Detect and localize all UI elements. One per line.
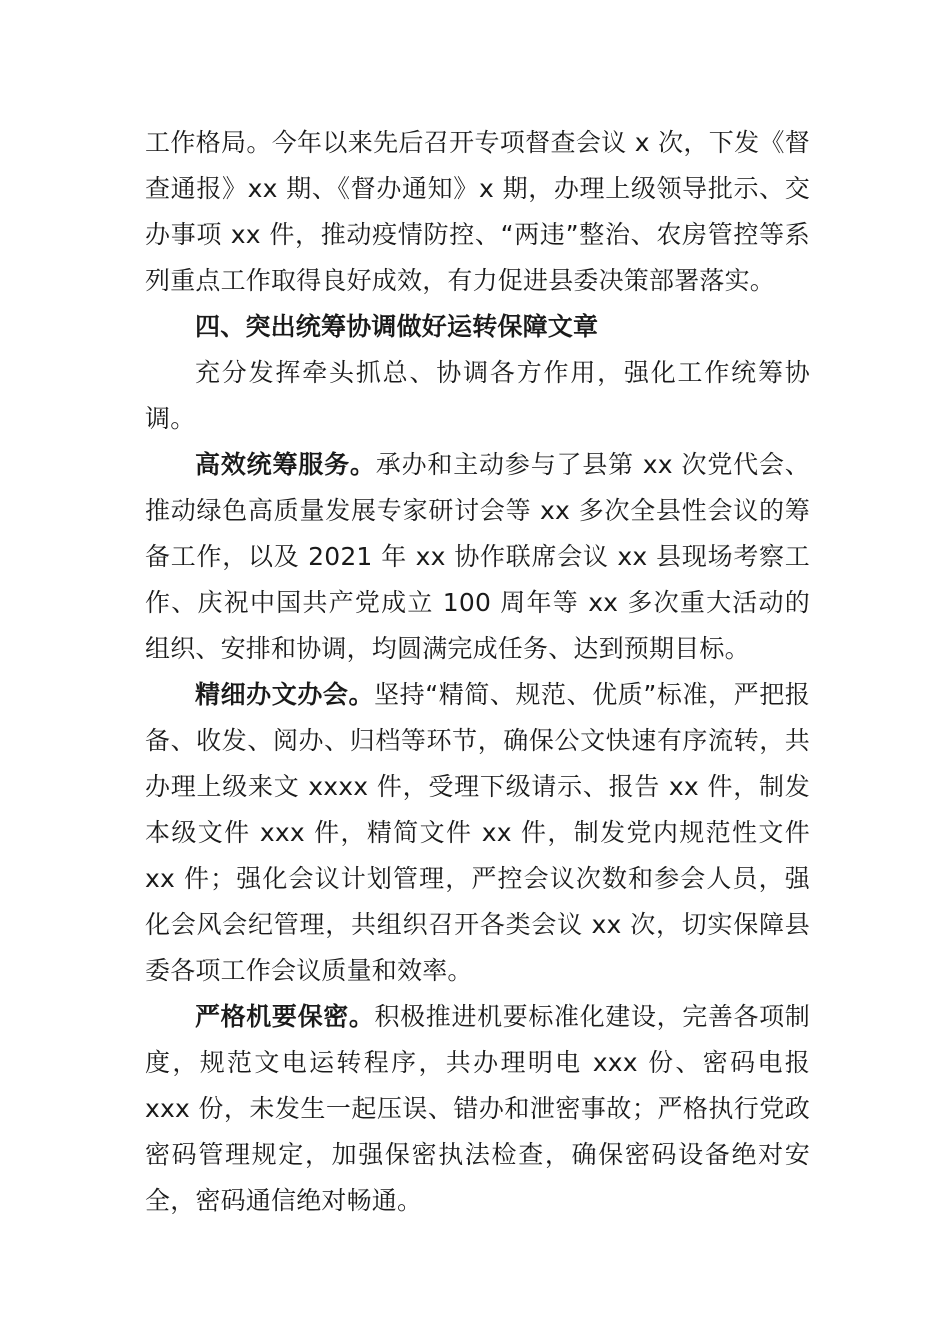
paragraph-text: 充分发挥牵头抓总、协调各方作用，强化工作统筹协调。 [145,358,810,433]
paragraph-lead: 高效统筹服务。 [195,450,376,479]
paragraph-lead: 严格机要保密。 [195,1002,375,1031]
paragraph-text: 工作格局。今年以来先后召开专项督查会议 x 次，下发《督查通报》xx 期、《督办通知》x 期，办理上级领导批示、交办事项 xx 件，推动疫情防控、“两违”整治、农房管控等系列重点工作取得良好成效，有力促进县委决策部署落实。 [145,128,810,295]
paragraph-text: 积极推进机要标准化建设，完善各项制度，规范文电运转程序，共办理明电 xxx 份、密码电报 xxx 份，未发生一起压误、错办和泄密事故；严格执行党政密码管理规定，加强保密执法检查，确保密码设备绝对安全，密码通信绝对畅通。 [145,1002,811,1215]
paragraph-continued [145,120,810,304]
paragraph-document-meeting [145,672,810,994]
document-body [145,120,810,1224]
paragraph-confidentiality [145,994,810,1224]
section-heading-4 [145,304,810,350]
paragraph-text: 承办和主动参与了县第 xx 次党代会、推动绿色高质量发展专家研讨会等 xx 多次全县性会议的筹备工作，以及 2021 年 xx 协作联席会议 xx 县现场考察工作、庆祝中国共产党成立 100 周年等 xx 多次重大活动的组织、安排和协调，均圆满完成任务、达到预期目标。 [145,450,810,663]
heading-text: 四、突出统筹协调做好运转保障文章 [195,312,599,341]
paragraph-intro [145,350,810,442]
paragraph-coordination-service [145,442,810,672]
paragraph-lead: 精细办文办会。 [195,680,375,709]
paragraph-text: 坚持“精简、规范、优质”标准，严把报备、收发、阅办、归档等环节，确保公文快速有序流转，共办理上级来文 xxxx 件，受理下级请示、报告 xx 件，制发本级文件 xxx 件，精简文件 xx 件，制发党内规范性文件 xx 件；强化会议计划管理，严控会议次数和参会人员，强化会风会纪管理，共组织召开各类会议 xx 次，切实保障县委各项工作会议质量和效率。 [145,680,810,985]
